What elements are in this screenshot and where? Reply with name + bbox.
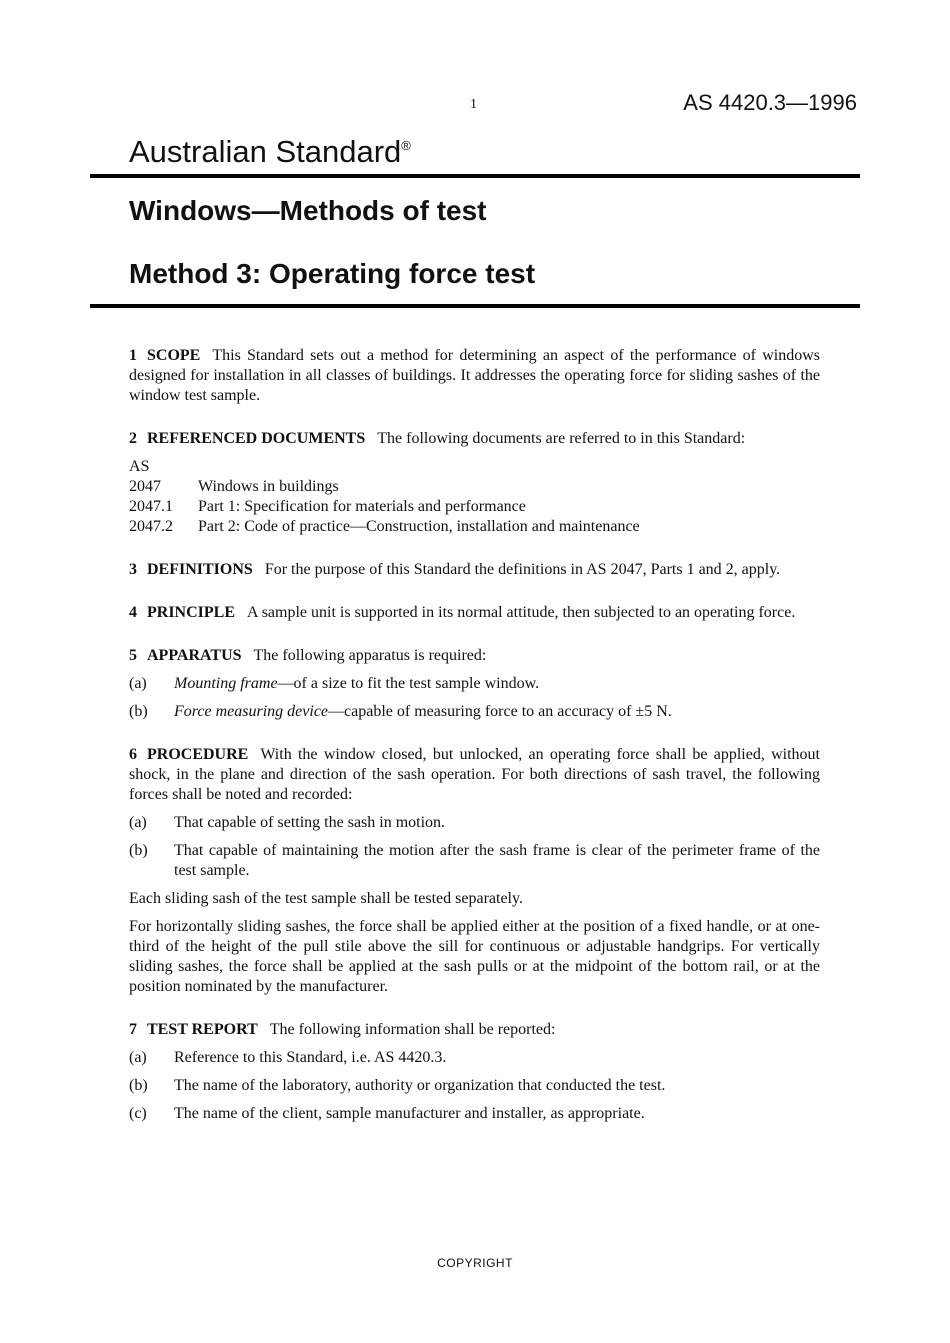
section-text: For the purpose of this Standard the definitions in AS 2047, Parts 1 and 2, apply. [264, 561, 781, 578]
section-test-report [129, 1020, 820, 1040]
section-heading: 3 DEFINITIONS [129, 561, 253, 578]
section-procedure [129, 745, 820, 805]
list-item: (a) That capable of setting the sash in motion. [129, 814, 446, 831]
list-item: (c) The name of the client, sample manufacturer and installer, as appropriate. [129, 1105, 645, 1122]
reference-prefix: AS [129, 458, 150, 475]
section-heading: 1 SCOPE [129, 347, 201, 364]
brand-title [129, 134, 411, 170]
reference-list [129, 457, 820, 537]
section-heading: 2 REFERENCED DOCUMENTS [129, 430, 366, 447]
section-referenced-documents [129, 429, 820, 449]
reference-item: 2047.2 Part 2: Code of practice—Construction, installation and maintenance [129, 518, 640, 535]
list-item: (b) The name of the laboratory, authority or organization that conducted the test. [129, 1077, 666, 1094]
section-heading: 4 PRINCIPLE [129, 604, 236, 621]
page-number: 1 [470, 97, 477, 112]
copyright-footer: COPYRIGHT [437, 1256, 513, 1270]
procedure-note: For horizontally sliding sashes, the force shall be applied either at the position of a fixed handle, or at one-third of the height of the pull stile above the sill for continuous or adjustable handgrips. For vertically sliding sashes, the force shall be applied at the sash pulls or at the midpoint of the bottom rail, or at the position nominated by the manufacturer. [129, 918, 820, 995]
registered-mark: ® [401, 138, 411, 153]
top-rule [90, 174, 860, 178]
reference-item: 2047 Windows in buildings [129, 478, 339, 495]
list-item: (b) Force measuring device—capable of measuring force to an accuracy of ±5 N. [129, 703, 672, 720]
section-text: The following apparatus is required: [253, 647, 487, 664]
section-heading: 5 APPARATUS [129, 647, 242, 664]
method-title: Method 3: Operating force test [129, 258, 536, 289]
section-scope [129, 346, 820, 406]
section-text: The following information shall be reported: [269, 1021, 556, 1038]
document-title: Windows—Methods of test [129, 195, 487, 226]
section-heading: 7 TEST REPORT [129, 1021, 258, 1038]
title-rule [90, 304, 860, 308]
document-body [129, 346, 820, 1124]
section-text: This Standard sets out a method for determining an aspect of the performance of windows designed for installation in all classes of buildings. It addresses the operating force for sliding sashes of the window test sample. [129, 347, 820, 404]
section-definitions [129, 560, 820, 580]
list-item: (b) That capable of maintaining the motion after the sash frame is clear of the perimeter frame of the test sample. [129, 842, 820, 879]
list-item: (a) Mounting frame—of a size to fit the test sample window. [129, 675, 540, 692]
brand-text: Australian Standard [129, 134, 402, 169]
section-text: With the window closed, but unlocked, an operating force shall be applied, without shock, in the plane and direction of the sash operation. For both directions of sash travel, the following forces shall be noted and recorded: [129, 746, 820, 803]
section-apparatus [129, 646, 820, 666]
standard-id: AS 4420.3—1996 [683, 90, 857, 115]
section-heading: 6 PROCEDURE [129, 746, 249, 763]
list-item: (a) Reference to this Standard, i.e. AS 4420.3. [129, 1049, 447, 1066]
section-text: The following documents are referred to in this Standard: [377, 430, 746, 447]
procedure-note: Each sliding sash of the test sample shall be tested separately. [129, 890, 523, 907]
section-text: A sample unit is supported in its normal attitude, then subjected to an operating force. [247, 604, 796, 621]
section-principle [129, 603, 820, 623]
reference-item: 2047.1 Part 1: Specification for materials and performance [129, 498, 526, 515]
